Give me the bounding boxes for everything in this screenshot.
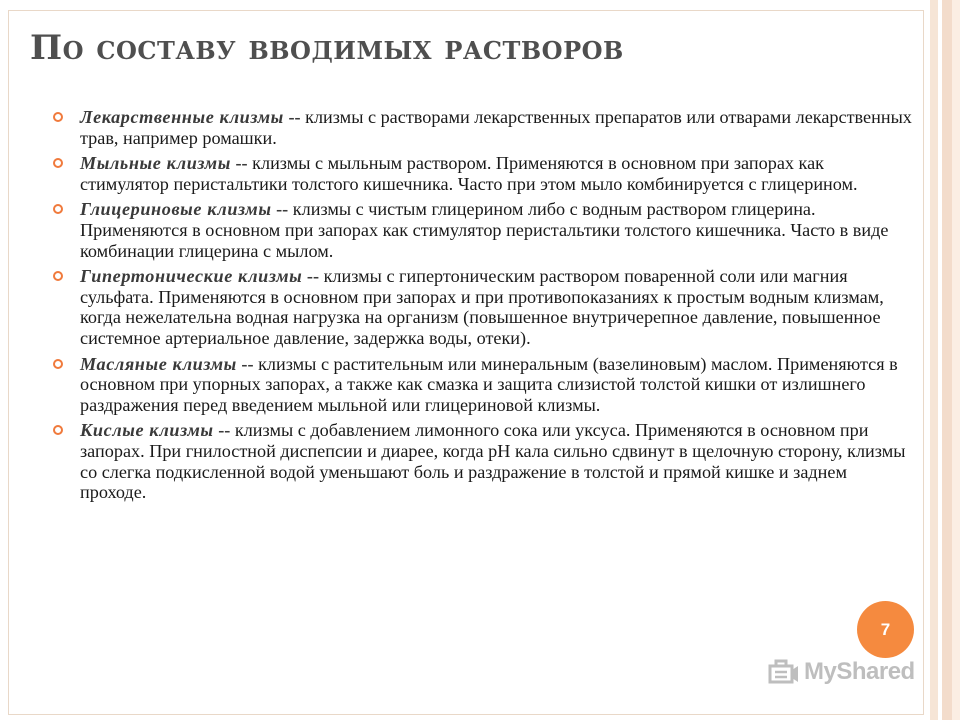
watermark-text: MyShared (804, 658, 915, 685)
item-term: Масляные клизмы (80, 353, 237, 374)
item-term: Глицериновые клизмы (80, 199, 272, 220)
item-term: Гипертонические клизмы (80, 266, 303, 287)
item-text: клизмы с чистым глицерином либо с водным раствором глицерина. Применяются в основном при запорах как стимулятор перистальтики толстого кишечника. Часто в виде комбинации глицерина с мылом. (80, 199, 889, 261)
decorative-stripe (952, 0, 960, 720)
slide-title: По составу вводимых растворов (30, 28, 624, 68)
bullet-icon (53, 112, 63, 122)
item-text: клизмы с растворами лекарственных препаратов или отварами лекарственных трав, например ромашки. (80, 107, 912, 148)
item-separator: -- (306, 266, 324, 287)
list-item (50, 107, 912, 148)
item-term: Кислые клизмы (80, 420, 214, 441)
bullet-list (50, 107, 912, 508)
decorative-stripe (942, 0, 952, 720)
bullet-icon (53, 425, 63, 435)
item-separator: -- (235, 153, 253, 174)
item-text: клизмы с растительным или минеральным (вазелиновым) маслом. Применяются в основном при упорных запорах, а также как смазка и защита слизистой толстой кишки от излишнего раздражения перед введением мыльной или глицериновой клизмы. (80, 353, 898, 415)
myshared-logo-icon (766, 656, 800, 688)
watermark (766, 656, 915, 688)
bullet-icon (53, 359, 63, 369)
list-item (50, 266, 912, 348)
bullet-icon (53, 271, 63, 281)
item-separator: -- (288, 107, 306, 127)
bullet-icon (53, 204, 63, 214)
item-text: клизмы с мыльным раствором. Применяются в основном при запорах как стимулятор перистальтики толстого кишечника. Часто при этом мыло комбинируется с глицерином. (80, 153, 858, 194)
decorative-stripe (930, 0, 938, 720)
item-text: клизмы с добавлением лимонного сока или уксуса. Применяются в основном при запорах. При гнилостной диспепсии и диарее, когда pH кала сильно сдвинут в щелочную сторону, клизмы со слегка подкисленной водой уменьшают боль и раздражение в толстой и прямой кишке и заднем проходе. (80, 420, 906, 503)
list-item (50, 420, 912, 502)
item-text: клизмы с гипертоническим раствором поваренной соли или магния сульфата. Применяются в основном при запорах и при противопоказаниях к простым водным клизмам, когда нежелательна водная нагрузка на организм (повышенное внутричерепное давление, повышенное системное артериальное давление, задержка воды, отеки). (80, 266, 884, 348)
item-term: Лекарственные клизмы (80, 107, 284, 127)
list-item (50, 153, 912, 194)
item-separator: -- (241, 353, 259, 374)
item-separator: -- (276, 199, 293, 220)
list-item (50, 199, 912, 261)
list-item (50, 354, 912, 416)
page-number-badge: 7 (857, 601, 914, 658)
item-term: Мыльные клизмы (80, 153, 231, 174)
bullet-icon (53, 158, 63, 168)
item-separator: -- (218, 420, 235, 441)
